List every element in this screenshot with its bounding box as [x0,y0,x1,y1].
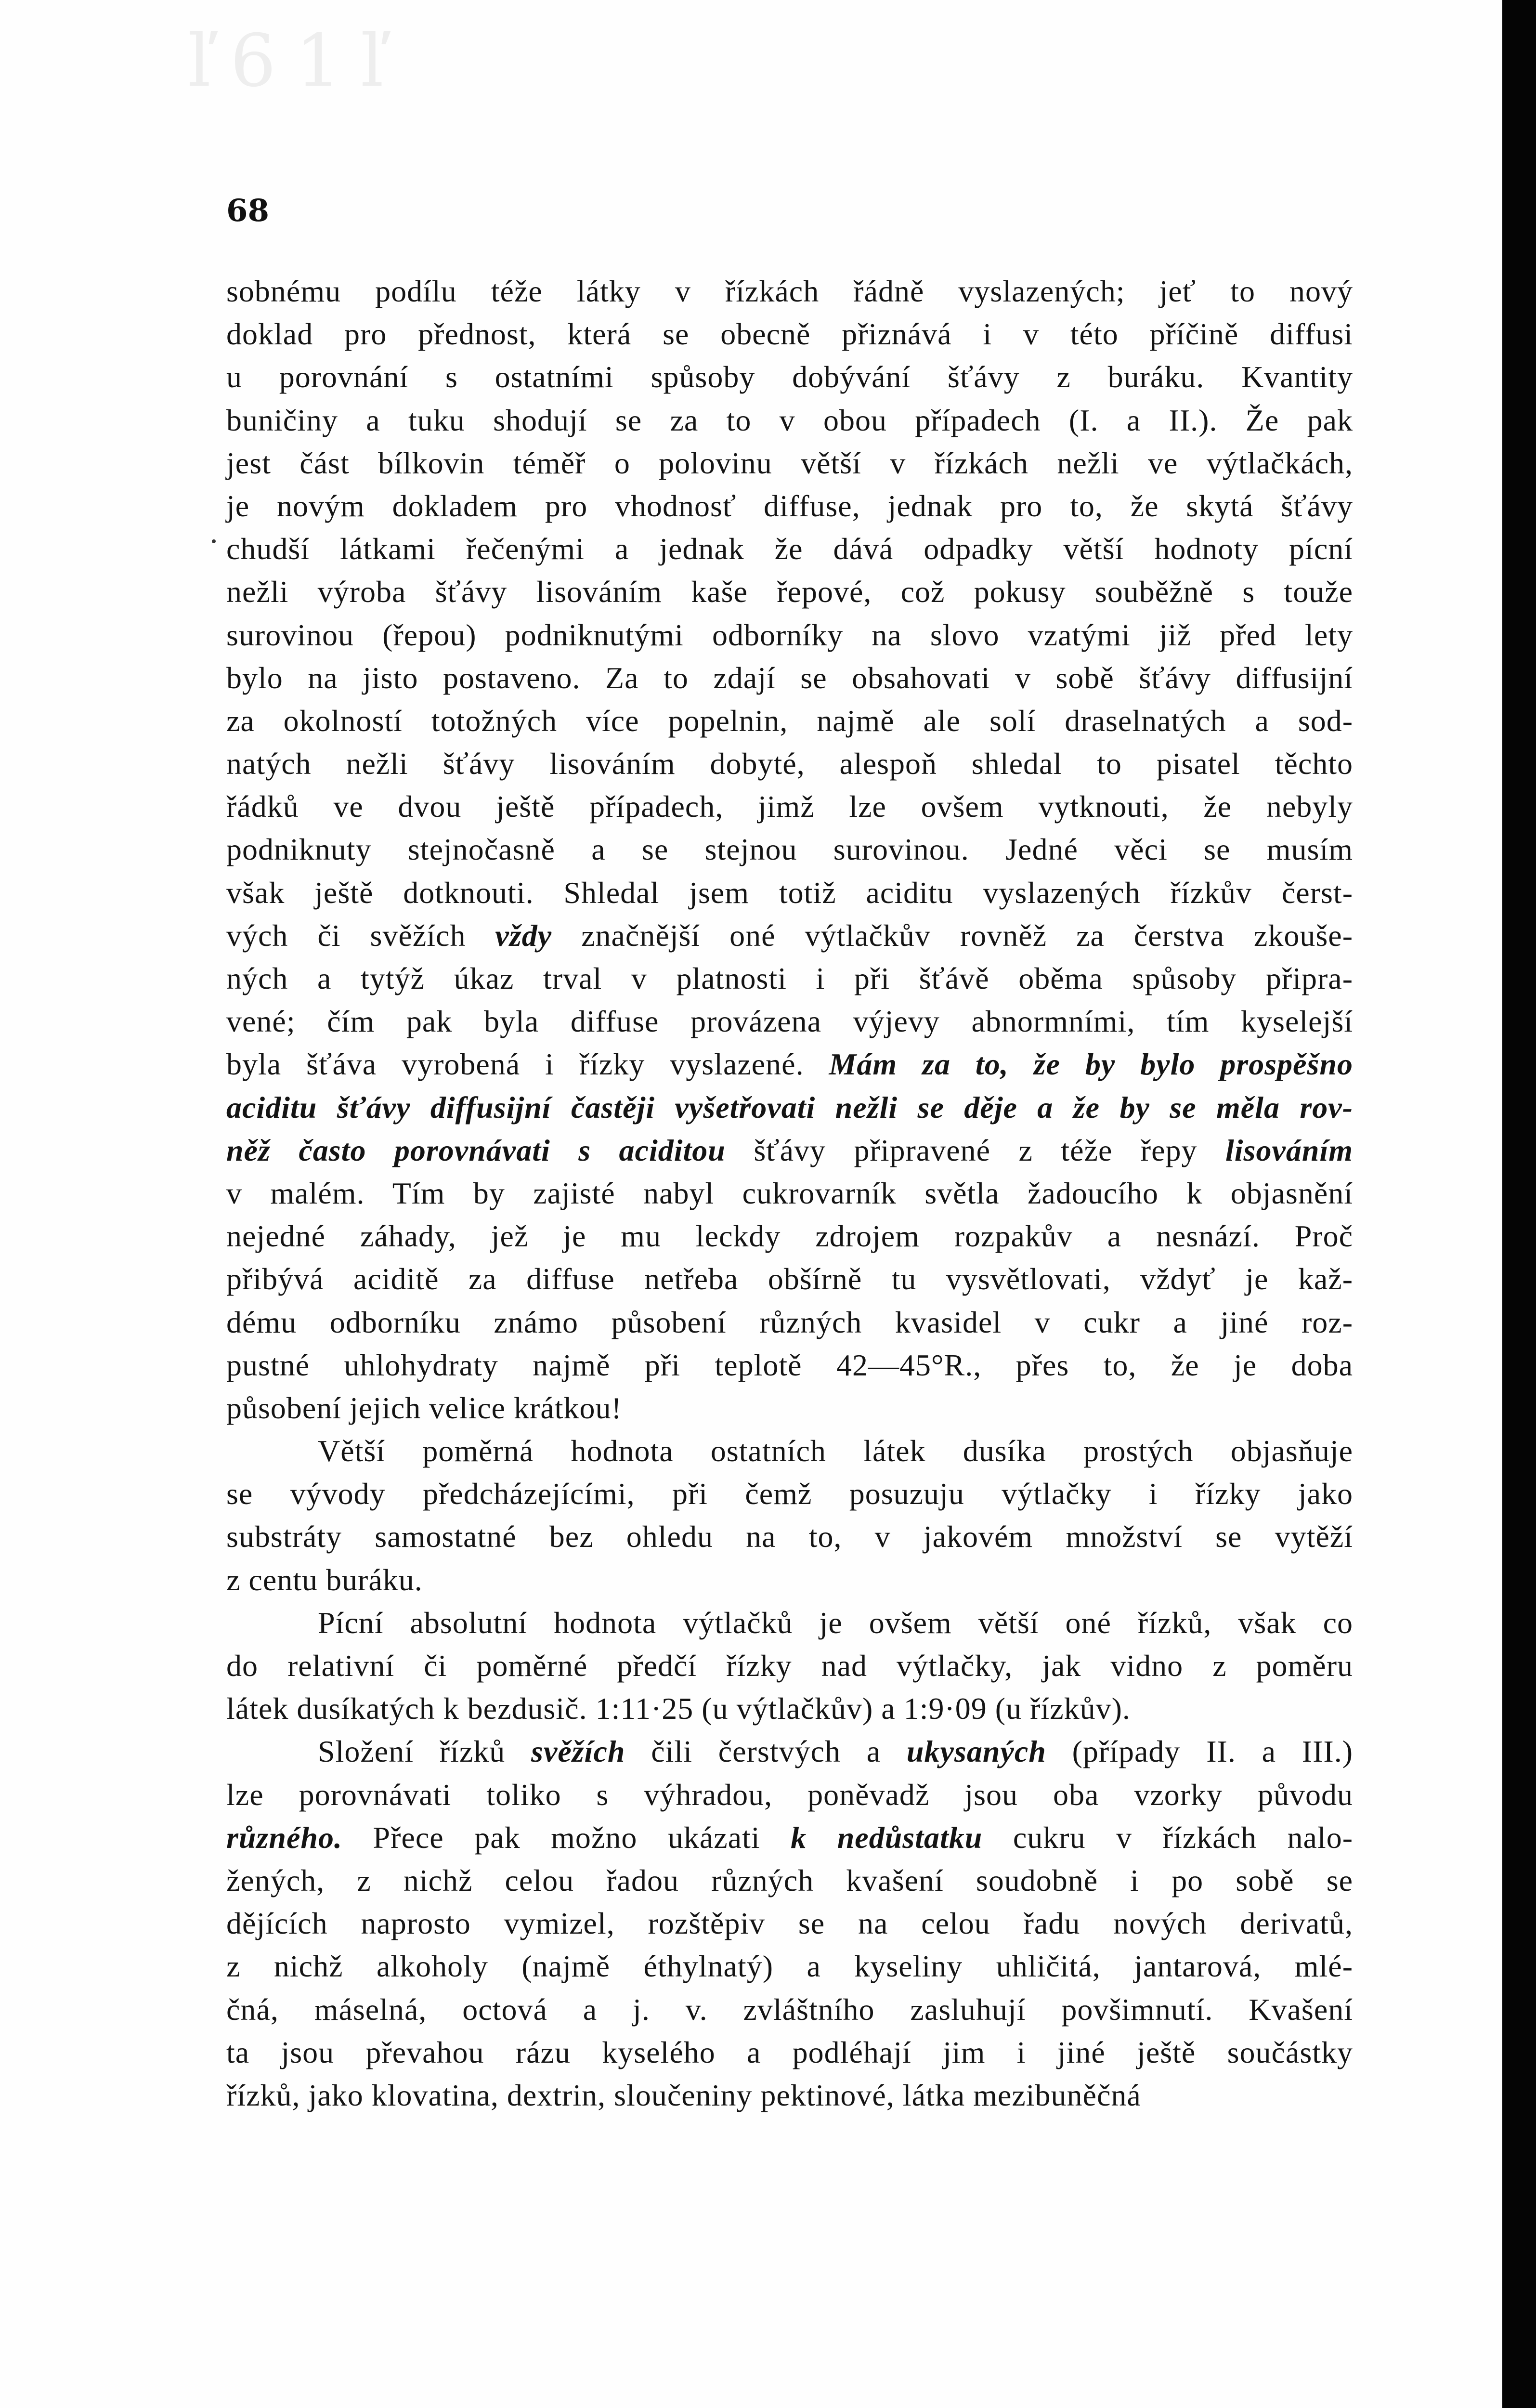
text-line [226,313,1353,355]
text-run: bylo na jisto postaveno. Za to zdají se obsahovati v sobě šťávy diffusijní [226,660,1353,695]
text-line [226,1215,1353,1257]
text-line [226,871,1353,914]
text-run: cukru v řízkách nalo- [982,1820,1353,1855]
text-line [226,614,1353,656]
text-run: řízků, jako klovatina, dextrin, sloučeniny pektinové, látka mezibuněčná [226,2078,1141,2112]
text-run: v malém. Tím by zajisté nabyl cukrovarník světla žadoucího k objasnění [226,1176,1353,1210]
text-line [226,484,1353,527]
page-number: 68 [226,193,270,229]
text-run: natých nežli šťávy lisováním dobyté, alespoň shledal to pisatel těchto [226,746,1353,781]
emphasis-text: svěžích [531,1734,625,1769]
text-run: nežli výroba šťávy lisováním kaše řepové, což pokusy souběžně s touže [226,575,1353,609]
text-line [226,1902,1353,1945]
text-run: přibývá aciditě za diffuse netřeba obšírně tu vysvětlovati, vždyť je kaž- [226,1262,1353,1296]
text-line [226,399,1353,442]
text-line [226,656,1353,699]
text-line [226,1086,1353,1129]
text-run: pustné uhlohydraty najmě při teplotě 42—45°R., přes to, že je doba [226,1348,1353,1382]
body-text [226,270,1353,2117]
emphasis-text: Mám za to, že by bylo prospěšno [829,1047,1353,1082]
text-run: čná, máselná, octová a j. v. zvláštního zasluhují povšimnutí. Kvašení [226,1992,1353,2027]
emphasis-text: vždy [495,918,552,953]
text-line [226,2031,1353,2074]
text-line [226,1000,1353,1043]
text-run: za okolností totožných více popelnin, najmě ale solí draselnatých a sod- [226,703,1353,738]
text-run: z nichž alkoholy (najmě éthylnatý) a kyseliny uhličitá, jantarová, mlé- [226,1949,1353,1984]
text-run: vené; čím pak byla diffuse provázena výjevy abnormními, tím kyselejší [226,1004,1353,1039]
emphasis-text: aciditu šťávy diffusijní častěji vyšetřovati nežli se děje a že by se měla rov- [226,1090,1353,1125]
text-line [226,442,1353,484]
text-line [226,1773,1353,1816]
text-run: byla šťáva vyrobená i řízky vyslazené. [226,1047,829,1082]
text-run: nejedné záhady, jež je mu leckdy zdrojem rozpakův a nesnází. Proč [226,1219,1353,1254]
text-run: sobnému podílu téže látky v řízkách řádně vyslazených; jeť to nový [226,274,1353,308]
text-run: dému odborníku známo působení různých kvasidel v cukr a jiné roz- [226,1305,1353,1339]
text-line [226,527,1353,570]
text-line [226,2074,1353,2117]
emphasis-text: lisováním [1225,1133,1354,1167]
text-line [226,1687,1353,1730]
text-line [226,828,1353,871]
text-run: dějících naprosto vymizel, rozštěpiv se na celou řadu nových derivatů, [226,1906,1353,1941]
text-line [226,1043,1353,1086]
text-run: ta jsou převahou rázu kyselého a podléhají jim i jiné ještě součástky [226,2035,1353,2069]
text-run: chudší látkami řečenými a jednak že dává odpadky větší hodnoty pícní [226,532,1353,566]
text-line [226,742,1353,785]
text-line [226,1172,1353,1215]
text-line [226,1129,1353,1172]
text-line [226,1816,1353,1859]
text-run: je novým dokladem pro vhodnosť diffuse, jednak pro to, že skytá šťávy [226,488,1353,523]
text-run: buničiny a tuku shodují se za to v obou případech (I. a II.). Že pak [226,403,1353,437]
text-line [226,570,1353,613]
text-run: z centu buráku. [226,1562,423,1597]
text-line [226,1644,1353,1687]
text-run: vých či svěžích [226,918,495,953]
text-run: podniknuty stejnočasně a se stejnou surovinou. Jedné věci se musím [226,832,1353,867]
text-line [226,1859,1353,1902]
text-run: lze porovnávati toliko s výhradou, poněvadž jsou oba vzorky původu [226,1777,1353,1812]
text-run: šťávy připravené z téže řepy [725,1133,1225,1167]
speck [212,539,216,543]
text-run: čili čerstvých a [625,1734,907,1769]
emphasis-text: různého. [226,1820,342,1855]
text-line [226,785,1353,828]
text-line [226,1558,1353,1601]
emphasis-text: k nedůstatku [791,1820,983,1855]
text-run: ných a tytýž úkaz trval v platnosti i při šťávě oběma spůsoby připra- [226,961,1353,995]
text-run: látek dusíkatých k bezdusič. 1:11·25 (u výtlačkův) a 1:9·09 (u řízkův). [226,1691,1131,1726]
emphasis-text: něž často porovnávati s aciditou [226,1133,726,1167]
emphasis-text: ukysaných [906,1734,1046,1769]
text-line [226,1515,1353,1558]
text-line [226,355,1353,398]
text-line [226,1472,1353,1515]
text-line [226,1601,1353,1644]
text-line [226,1429,1353,1472]
text-line [226,270,1353,313]
text-run: doklad pro přednost, která se obecně přiznává i v této příčině diffusi [226,317,1353,352]
text-run: Pícní absolutní hodnota výtlačků je ovšem větší oné řízků, však co [318,1605,1353,1640]
text-run: žených, z nichž celou řadou různých kvašení soudobně i po sobě se [226,1863,1353,1898]
text-run: Větší poměrná hodnota ostatních látek dusíka prostých objasňuje [318,1434,1353,1468]
text-line [226,1301,1353,1344]
text-run: však ještě dotknouti. Shledal jsem totiž aciditu vyslazených řízkův čerst- [226,875,1353,910]
text-line [226,1730,1353,1773]
text-run: působení jejich velice krátkou! [226,1390,622,1425]
scan-border [1502,0,1536,2408]
text-run: Přece pak možno ukázati [342,1820,791,1855]
text-run: jest část bílkovin téměř o polovinu větší v řízkách nežli ve výtlačkách, [226,445,1353,480]
text-run: surovinou (řepou) podniknutými odborníky na slovo vzatými již před lety [226,617,1353,652]
text-line [226,1387,1353,1429]
text-run: Složení řízků [318,1734,532,1769]
bleed-through-mark: ľ61ľ [188,19,403,103]
text-line [226,699,1353,742]
text-run: do relativní či poměrné předčí řízky nad výtlačky, jak vidno z poměru [226,1649,1353,1683]
text-run: řádků ve dvou ještě případech, jimž lze ovšem vytknouti, že nebyly [226,789,1353,824]
text-run: u porovnání s ostatními spůsoby dobývání šťávy z buráku. Kvantity [226,360,1353,394]
text-line [226,914,1353,957]
text-line [226,1344,1353,1387]
text-line [226,1988,1353,2031]
text-run: (případy II. a III.) [1046,1734,1354,1769]
text-run: substráty samostatné bez ohledu na to, v jakovém množství se vytěží [226,1519,1353,1554]
text-line [226,957,1353,1000]
text-line [226,1945,1353,1988]
text-line [226,1257,1353,1300]
text-run: značnější oné výtlačkův rovněž za čerstva zkouše- [552,918,1354,953]
text-run: se vývody předcházejícími, při čemž posuzuju výtlačky i řízky jako [226,1477,1353,1511]
